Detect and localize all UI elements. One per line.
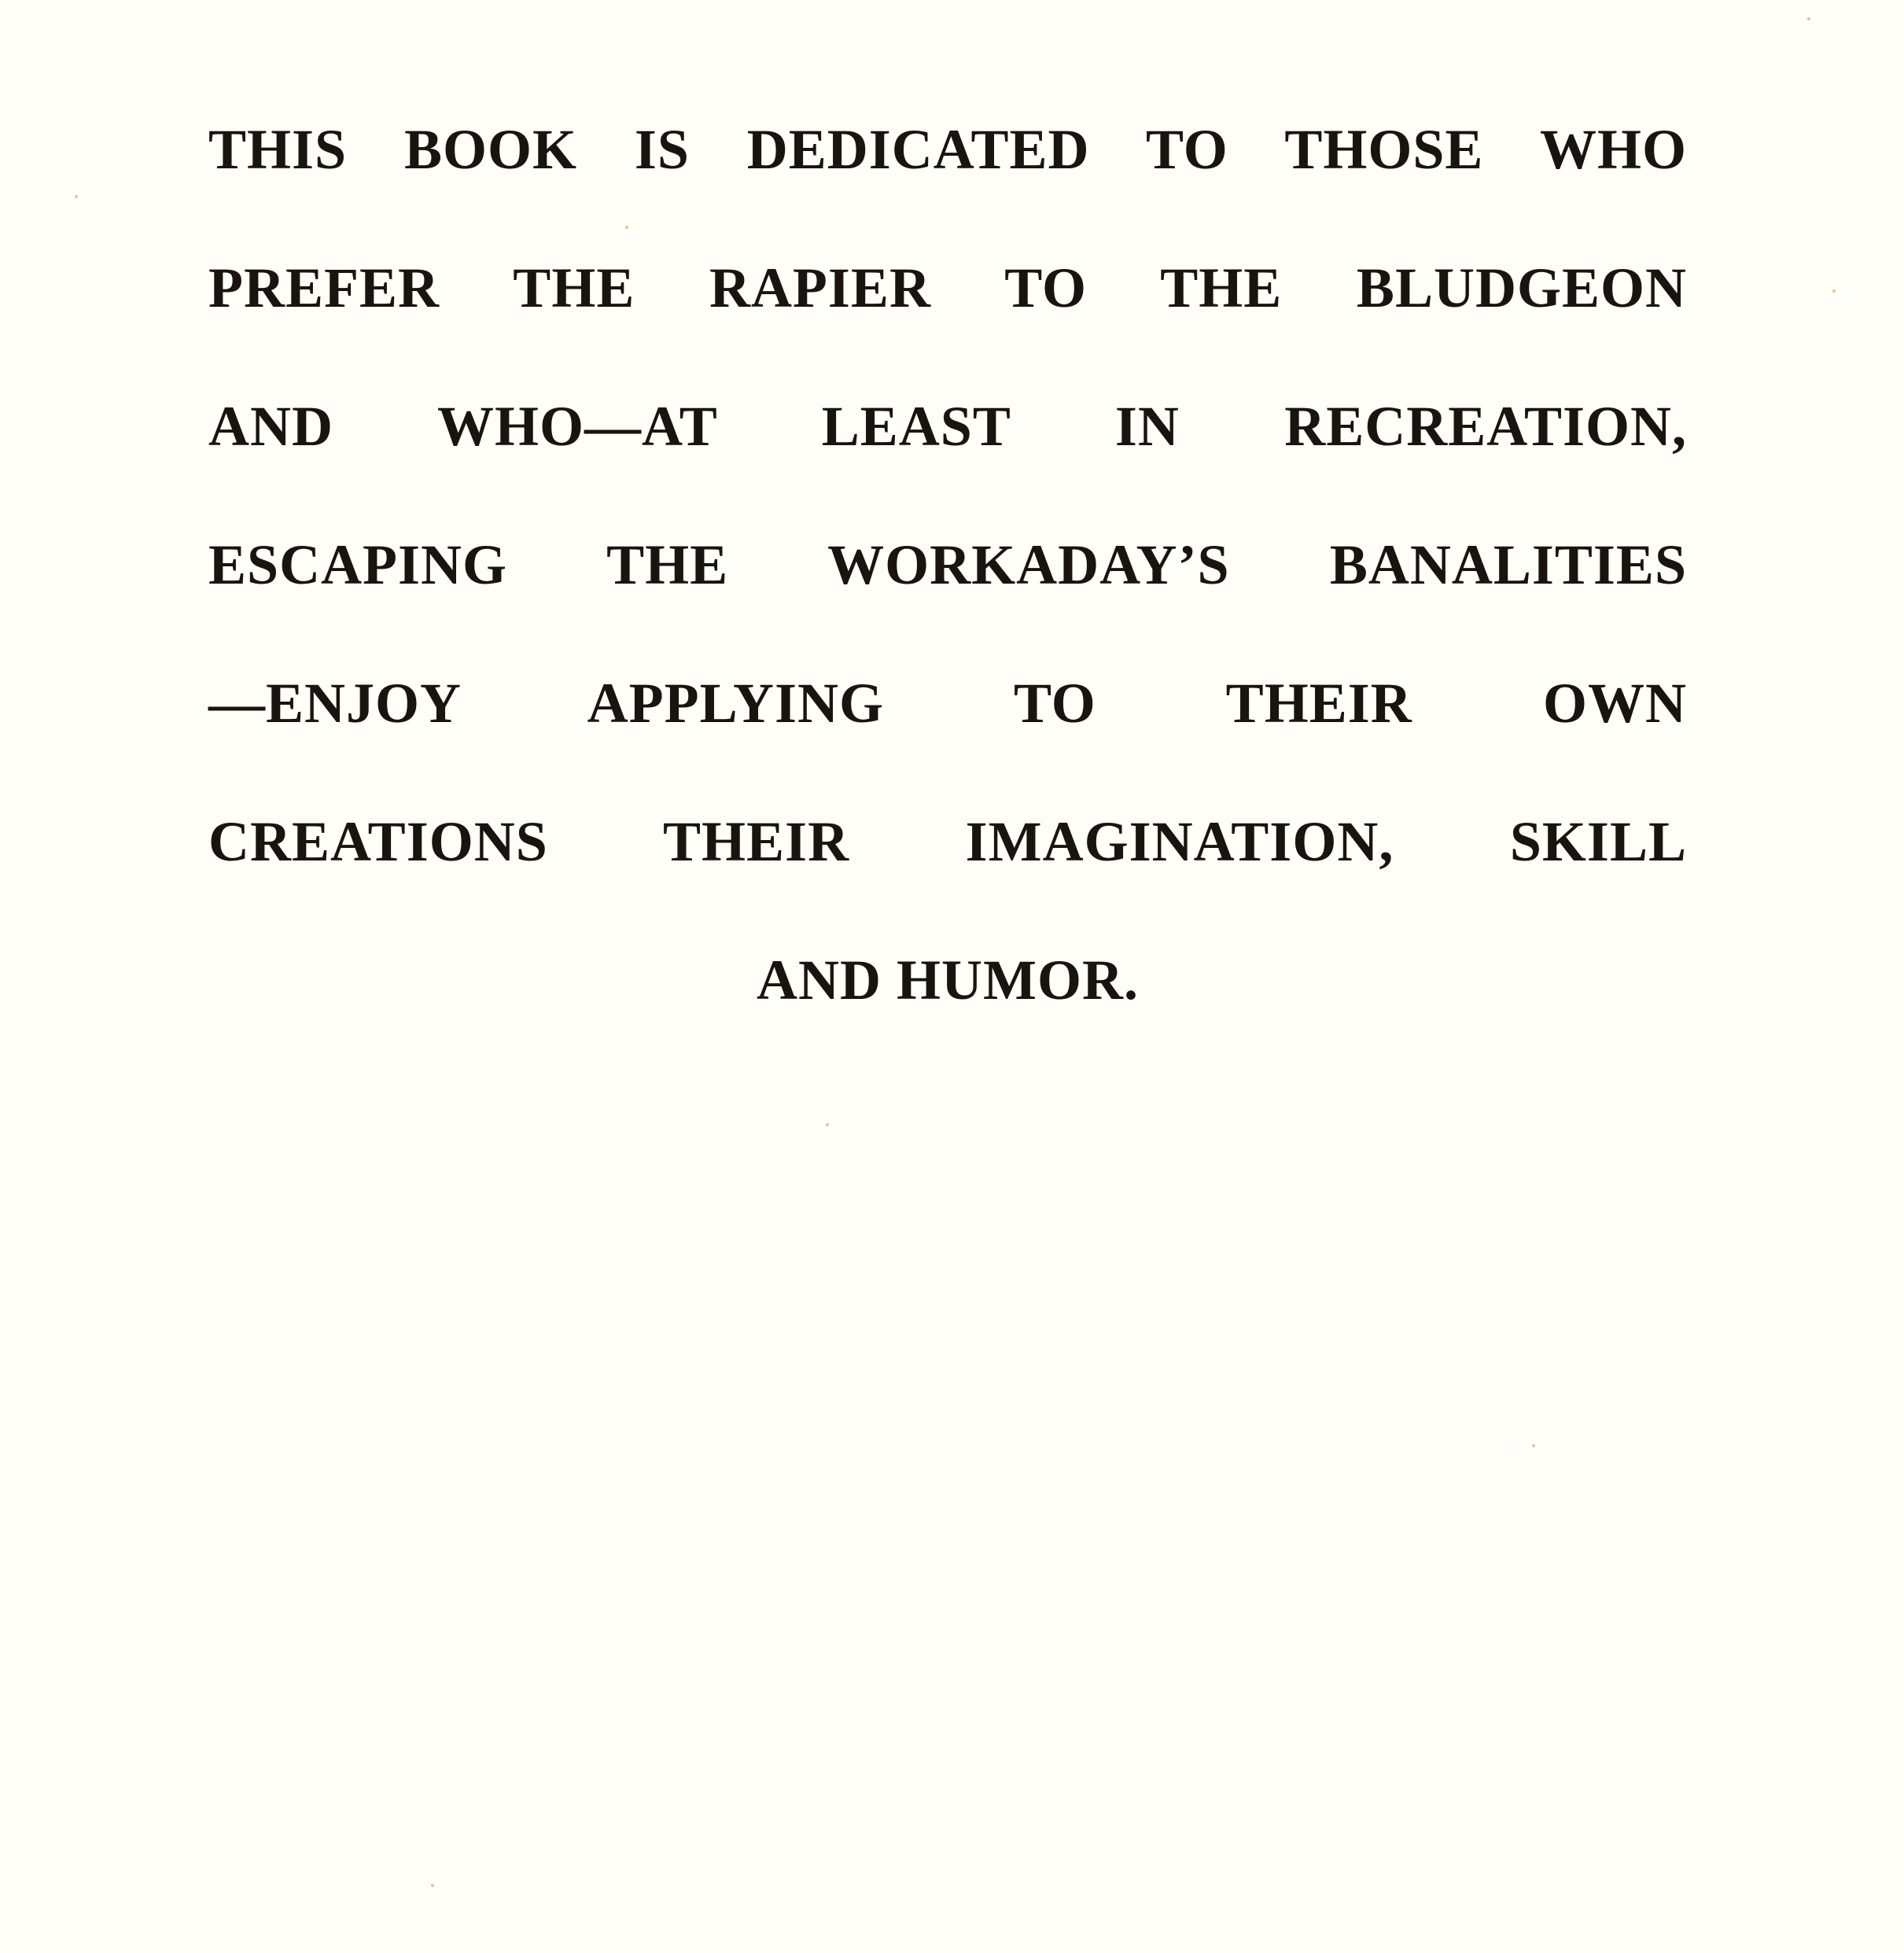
dedication-line-7: AND HUMOR. [757,949,1139,1012]
paper-speck [1807,17,1810,20]
paper-speck [1532,1444,1535,1447]
dedication-text [208,110,1687,1079]
paper-speck [826,1123,829,1126]
dedication-line-1: THIS BOOK IS DEDICATED TO THOSE WHO [208,118,1687,181]
paper-speck [75,195,78,198]
dedication-line-4: ESCAPING THE WORKADAY’S BANALITIES [208,533,1687,596]
dedication-line-6: CREATIONS THEIR IMAGINATION, SKILL [208,810,1687,873]
dedication-line-2: PREFER THE RAPIER TO THE BLUDGEON [208,256,1687,319]
paper-speck [625,226,628,229]
dedication-line-5: —ENJOY APPLYING TO THEIR OWN [208,672,1687,735]
paper-speck [431,1884,434,1887]
paper-speck [1832,289,1836,293]
dedication-line-3: AND WHO—AT LEAST IN RECREATION, [208,395,1687,458]
